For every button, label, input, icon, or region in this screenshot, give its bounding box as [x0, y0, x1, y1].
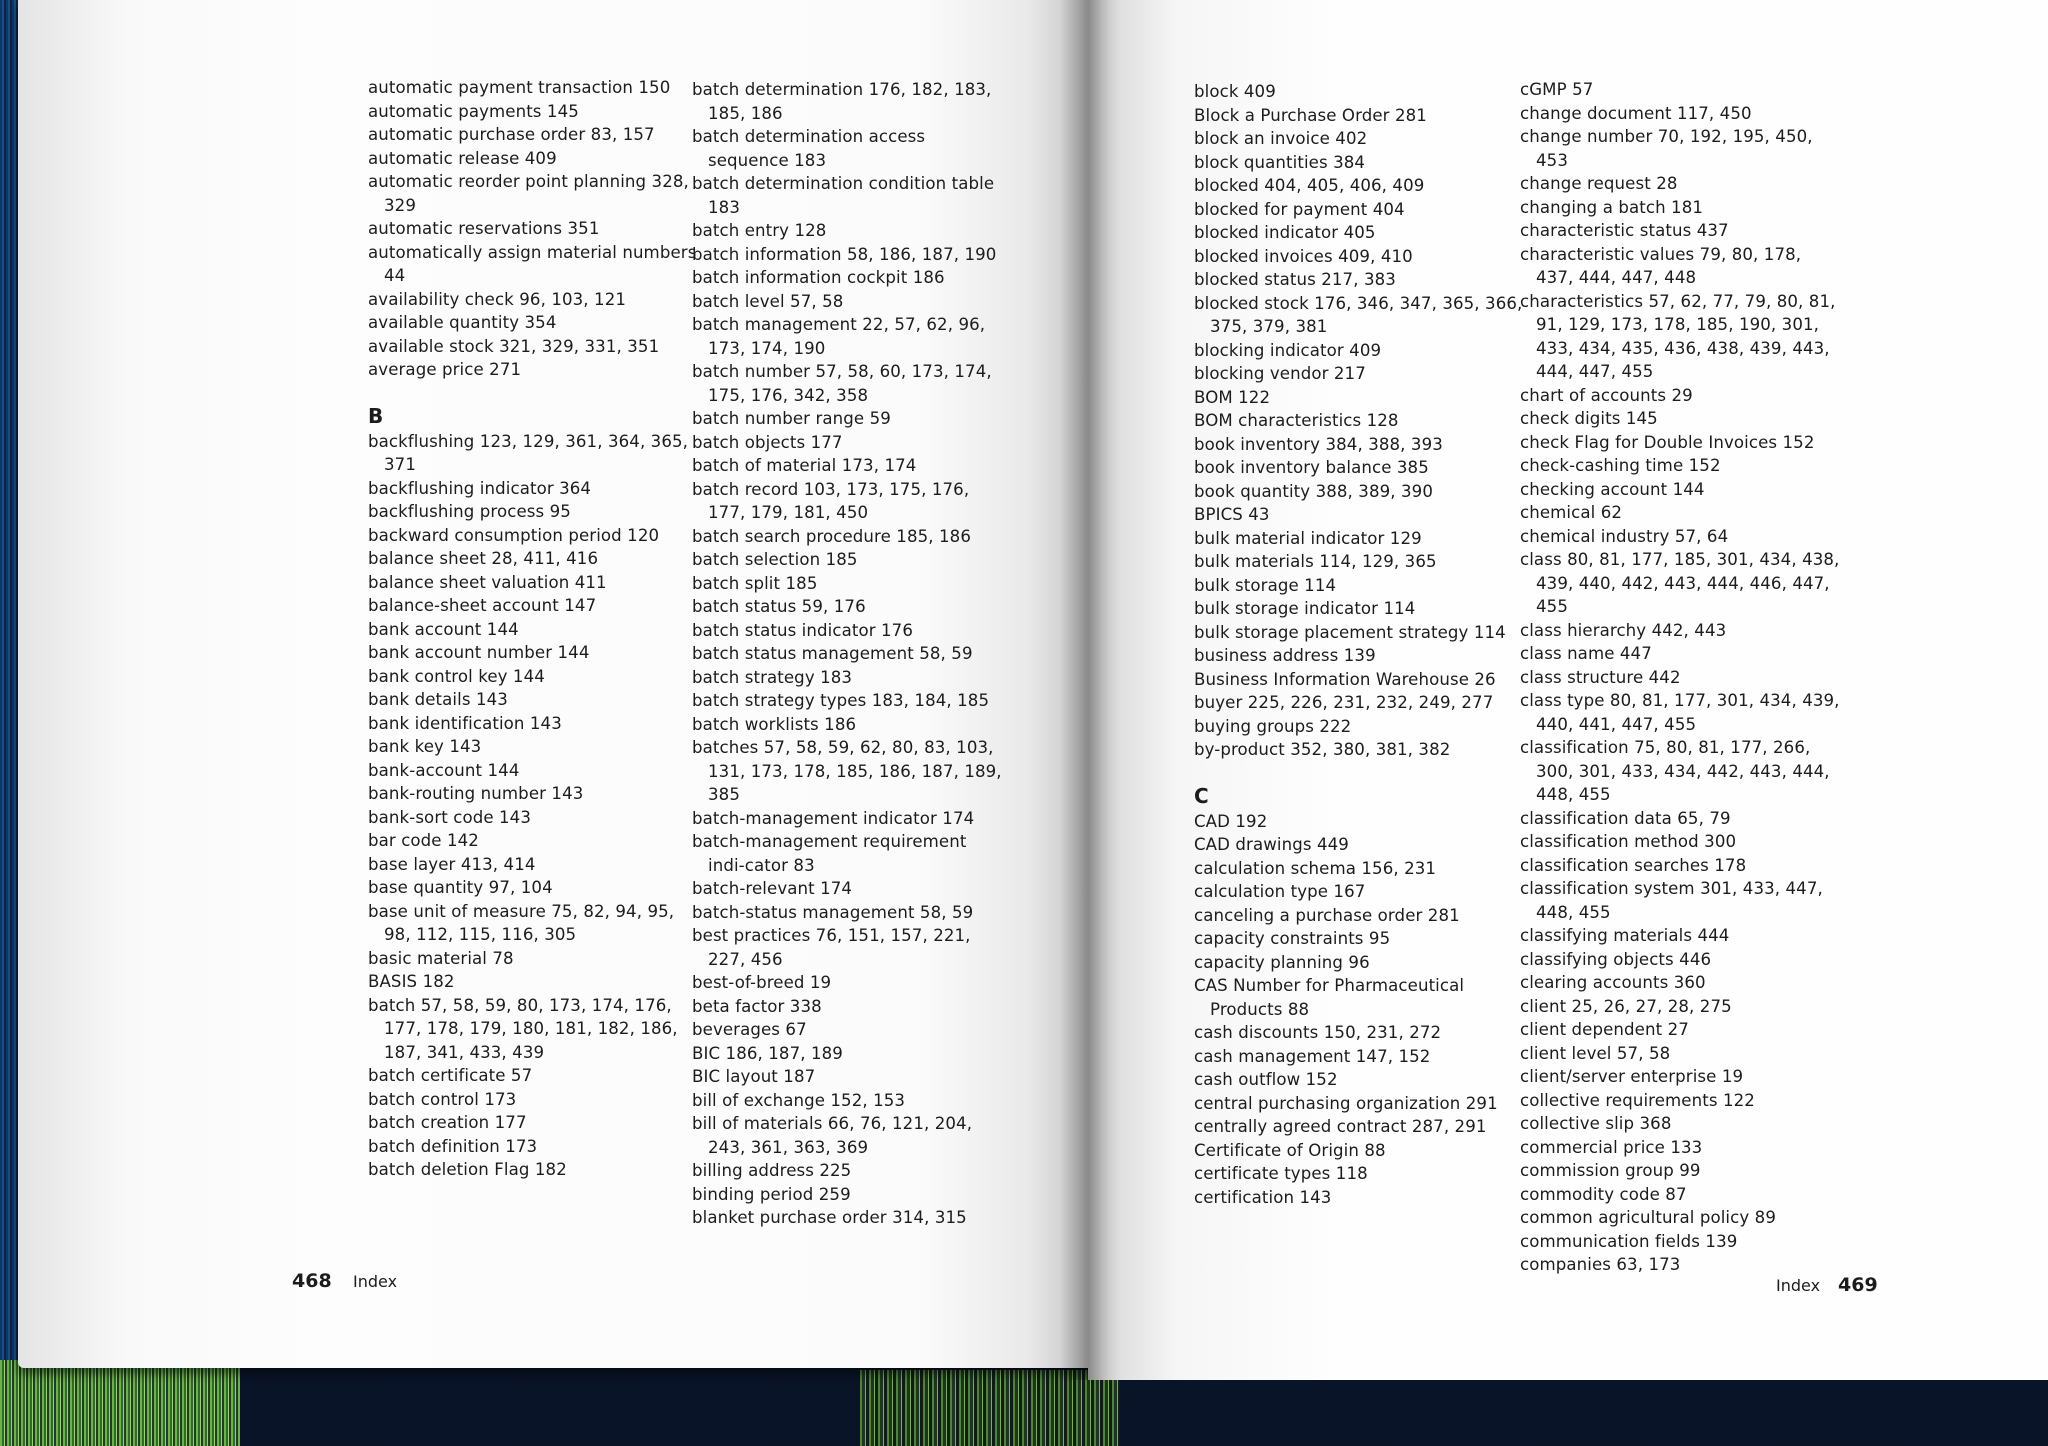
index-entry: batch status indicator 176 [692, 620, 913, 640]
index-entry: book inventory 384, 388, 393 [1194, 434, 1443, 454]
index-entry: classifying objects 446 [1520, 949, 1712, 969]
index-entry: availability check 96, 103, 121 [368, 289, 627, 309]
index-entry: binding period 259 [692, 1184, 851, 1204]
index-entry: changing a batch 181 [1520, 197, 1704, 217]
index-entry: batch status 59, 176 [692, 597, 866, 616]
index-entry: classification data 65, 79 [1520, 808, 1731, 828]
index-entry: bulk material indicator 129 [1194, 528, 1422, 548]
index-entry: chart of accounts 29 [1520, 385, 1693, 405]
index-entry: available stock 321, 329, 331, 351 [368, 336, 660, 356]
index-entry: batch-management indicator 174 [692, 808, 975, 828]
index-column [1194, 80, 1524, 1209]
index-entry: bill of materials 66, 76, 121, 204, 243, 361, 363, 369 [692, 1114, 973, 1157]
index-entry: Certificate of Origin 88 [1194, 1140, 1386, 1160]
index-entry: batches 57, 58, 59, 62, 80, 83, 103, 131, 173, 178, 185, 186, 187, 189, 385 [692, 738, 1002, 804]
index-entry: class hierarchy 442, 443 [1520, 620, 1727, 640]
index-entry: automatic purchase order 83, 157 [368, 125, 655, 144]
index-entry: companies 63, 173 [1520, 1255, 1681, 1274]
running-footer: Index [1776, 1276, 1821, 1295]
index-entry: BIC 186, 187, 189 [692, 1043, 843, 1063]
index-entry: batch record 103, 173, 175, 176, 177, 179, 181, 450 [692, 479, 970, 522]
index-entry: batch management 22, 57, 62, 96, 173, 174, 190 [692, 315, 986, 358]
index-entry: bank-account 144 [368, 760, 520, 780]
index-entry: classifying materials 444 [1520, 926, 1730, 945]
index-entry: chemical 62 [1520, 503, 1623, 522]
index-column [692, 78, 1008, 1230]
index-entry: commodity code 87 [1520, 1184, 1687, 1204]
index-entry: change request 28 [1520, 174, 1678, 193]
index-entry: balance-sheet account 147 [368, 596, 597, 615]
index-column [368, 76, 698, 1182]
index-entry: blocked indicator 405 [1194, 223, 1376, 242]
right-page [1088, 0, 2048, 1380]
index-entry: bank details 143 [368, 690, 508, 709]
index-entry: automatic payment transaction 150 [368, 78, 671, 97]
index-entry: base unit of measure 75, 82, 94, 95, 98, 112, 115, 116, 305 [368, 901, 675, 944]
index-entry: batch level 57, 58 [692, 291, 844, 311]
index-entry: cash outflow 152 [1194, 1070, 1338, 1089]
index-entry: classification 75, 80, 81, 177, 266, 300, 301, 433, 434, 442, 443, 444, 448, 455 [1520, 738, 1830, 804]
index-entry: capacity constraints 95 [1194, 929, 1391, 948]
index-entry: classification searches 178 [1520, 855, 1747, 875]
index-entry: batch split 185 [692, 573, 818, 593]
index-entry: BASIS 182 [368, 972, 455, 991]
index-entry: change document 117, 450 [1520, 103, 1752, 123]
index-entry: backflushing indicator 364 [368, 478, 592, 498]
index-entry: CAS Number for Pharmaceutical Products 88 [1194, 976, 1465, 1019]
index-entry: blocked for payment 404 [1194, 199, 1405, 219]
index-entry: block 409 [1194, 82, 1276, 101]
index-entry: batch objects 177 [692, 432, 843, 452]
index-entry: blocked 404, 405, 406, 409 [1194, 176, 1425, 195]
index-entry: automatic reservations 351 [368, 219, 600, 238]
index-entry: calculation type 167 [1194, 882, 1366, 901]
index-entry: bank account number 144 [368, 643, 590, 662]
index-entry: best practices 76, 151, 157, 221, 227, 456 [692, 926, 971, 969]
index-entry: BOM 122 [1194, 387, 1271, 407]
index-entry: client 25, 26, 27, 28, 275 [1520, 996, 1732, 1016]
index-entry: client level 57, 58 [1520, 1043, 1671, 1063]
index-entry: class type 80, 81, 177, 301, 434, 439, 440, 441, 447, 455 [1520, 691, 1840, 734]
index-entry: batch determination condition table 183 [692, 174, 995, 217]
index-entry: batch worklists 186 [692, 714, 857, 734]
index-entry: common agricultural policy 89 [1520, 1208, 1776, 1227]
index-entry: batch information cockpit 186 [692, 268, 945, 287]
index-entry: batch control 173 [368, 1089, 517, 1109]
index-entry: base layer 413, 414 [368, 854, 536, 874]
index-entry: available quantity 354 [368, 313, 557, 332]
index-entry: bar code 142 [368, 831, 479, 850]
index-entry: bank key 143 [368, 737, 482, 756]
index-entry: cash discounts 150, 231, 272 [1194, 1023, 1442, 1042]
page-number: 468 [292, 1270, 332, 1292]
index-entry: block an invoice 402 [1194, 129, 1368, 148]
index-column [1520, 78, 1840, 1277]
index-entry: batch number range 59 [692, 409, 891, 428]
index-entry: blocked status 217, 383 [1194, 270, 1396, 289]
index-entry: collective requirements 122 [1520, 1090, 1755, 1110]
index-entry: client/server enterprise 19 [1520, 1067, 1744, 1086]
index-entry: communication fields 139 [1520, 1231, 1738, 1251]
index-entry: billing address 225 [692, 1161, 852, 1180]
index-entry: batch certificate 57 [368, 1066, 533, 1085]
index-entry: blocked invoices 409, 410 [1194, 246, 1413, 266]
index-entry: capacity planning 96 [1194, 952, 1370, 972]
index-entry: automatic payments 145 [368, 101, 579, 121]
index-entry: blocking indicator 409 [1194, 340, 1382, 360]
index-entry: bank-routing number 143 [368, 784, 584, 803]
index-entry: class structure 442 [1520, 667, 1681, 687]
index-entry: batch entry 128 [692, 221, 827, 240]
index-entry: book inventory balance 385 [1194, 458, 1429, 477]
index-entry: block quantities 384 [1194, 152, 1366, 172]
index-entry: class name 447 [1520, 644, 1652, 663]
section-letter-heading: C [1194, 783, 1209, 808]
index-entry: batch strategy types 183, 184, 185 [692, 691, 990, 710]
index-entry: clearing accounts 360 [1520, 973, 1706, 992]
index-entry: bank-sort code 143 [368, 807, 531, 827]
index-entry: batch determination 176, 182, 183, 185, 186 [692, 80, 992, 123]
index-entry: chemical industry 57, 64 [1520, 526, 1729, 546]
index-entry: BPICS 43 [1194, 505, 1270, 524]
index-entry: batch selection 185 [692, 550, 858, 569]
index-entry: batch-status management 58, 59 [692, 902, 974, 922]
index-entry: automatic reorder point planning 328, 329 [368, 172, 689, 215]
index-entry: check Flag for Double Invoices 152 [1520, 432, 1815, 452]
index-entry: classification system 301, 433, 447, 448, 455 [1520, 879, 1823, 922]
index-entry: Block a Purchase Order 281 [1194, 105, 1427, 125]
running-footer: Index [353, 1272, 398, 1291]
index-entry: automatically assign material numbers 44 [368, 242, 697, 285]
index-entry: centrally agreed contract 287, 291 [1194, 1117, 1487, 1136]
index-entry: by-product 352, 380, 381, 382 [1194, 740, 1451, 759]
index-entry: average price 271 [368, 360, 522, 379]
index-entry: cGMP 57 [1520, 80, 1594, 99]
index-entry: CAD drawings 449 [1194, 835, 1349, 854]
index-entry: batch number 57, 58, 60, 173, 174, 175, 176, 342, 358 [692, 362, 992, 405]
index-entry: bulk storage placement strategy 114 [1194, 622, 1506, 642]
index-entry: batch deletion Flag 182 [368, 1160, 567, 1179]
index-entry: check digits 145 [1520, 409, 1658, 428]
index-entry: backflushing process 95 [368, 502, 571, 521]
index-entry: balance sheet 28, 411, 416 [368, 549, 599, 568]
index-entry: characteristic values 79, 80, 178, 437, 444, 447, 448 [1520, 244, 1802, 287]
index-entry: characteristic status 437 [1520, 221, 1729, 240]
index-entry: BIC layout 187 [692, 1067, 816, 1086]
index-entry: bulk storage indicator 114 [1194, 599, 1416, 618]
page-number: 469 [1838, 1274, 1878, 1296]
index-entry: batch information 58, 186, 187, 190 [692, 244, 997, 264]
index-entry: blocking vendor 217 [1194, 364, 1366, 383]
index-entry: blanket purchase order 314, 315 [692, 1208, 967, 1227]
index-entry: basic material 78 [368, 948, 514, 968]
index-entry: central purchasing organization 291 [1194, 1093, 1498, 1113]
index-entry: bill of exchange 152, 153 [692, 1090, 906, 1110]
index-entry: certification 143 [1194, 1187, 1332, 1207]
index-entry: check-cashing time 152 [1520, 456, 1721, 475]
index-entry: book quantity 388, 389, 390 [1194, 481, 1433, 501]
index-entry: batch strategy 183 [692, 667, 853, 687]
index-entry: batch creation 177 [368, 1113, 527, 1132]
index-entry: Business Information Warehouse 26 [1194, 669, 1496, 689]
index-entry: change number 70, 192, 195, 450, 453 [1520, 127, 1813, 170]
index-entry: BOM characteristics 128 [1194, 411, 1399, 430]
index-entry: classification method 300 [1520, 832, 1737, 851]
index-entry: batch-relevant 174 [692, 879, 853, 898]
index-entry: client dependent 27 [1520, 1020, 1689, 1039]
index-entry: canceling a purchase order 281 [1194, 905, 1460, 925]
index-entry: buyer 225, 226, 231, 232, 249, 277 [1194, 693, 1494, 712]
index-entry: bank account 144 [368, 619, 519, 639]
index-entry: bulk storage 114 [1194, 575, 1337, 595]
index-entry: collective slip 368 [1520, 1114, 1672, 1133]
book-gutter-shadow [1060, 0, 1120, 1380]
index-entry: balance sheet valuation 411 [368, 572, 607, 592]
scanner-artifact-stripes [860, 1370, 1120, 1446]
index-entry: batch search procedure 185, 186 [692, 526, 971, 546]
index-entry: calculation schema 156, 231 [1194, 858, 1437, 878]
index-entry: batch determination access sequence 183 [692, 127, 926, 170]
index-entry: batch 57, 58, 59, 80, 173, 174, 176, 177, 178, 179, 180, 181, 182, 186, 187, 341, 433, 439 [368, 995, 678, 1062]
index-entry: automatic release 409 [368, 148, 557, 168]
index-entry: batch-management requirement indi-cator 83 [692, 832, 967, 875]
index-entry: commercial price 133 [1520, 1137, 1703, 1157]
left-page [18, 0, 1098, 1368]
index-entry: checking account 144 [1520, 479, 1705, 499]
index-entry: bank control key 144 [368, 666, 545, 686]
index-entry: batch status management 58, 59 [692, 644, 973, 663]
index-entry: bulk materials 114, 129, 365 [1194, 552, 1437, 571]
scanner-artifact-stripes [0, 1360, 240, 1446]
index-entry: class 80, 81, 177, 185, 301, 434, 438, 439, 440, 442, 443, 444, 446, 447, 455 [1520, 550, 1840, 616]
index-entry: cash management 147, 152 [1194, 1046, 1431, 1066]
index-entry: beta factor 338 [692, 996, 822, 1016]
index-entry: business address 139 [1194, 646, 1376, 665]
index-entry: commission group 99 [1520, 1161, 1701, 1180]
index-entry: bank identification 143 [368, 713, 562, 733]
index-entry: CAD 192 [1194, 811, 1268, 831]
section-letter-heading: B [368, 403, 384, 428]
index-entry: best-of-breed 19 [692, 973, 832, 992]
index-entry: base quantity 97, 104 [368, 878, 553, 897]
index-entry: backflushing 123, 129, 361, 364, 365, 371 [368, 431, 689, 474]
index-entry: characteristics 57, 62, 77, 79, 80, 81, 91, 129, 173, 178, 185, 190, 301, 433, 434, 435, 436, 438, 439, 443, 444, 447, 455 [1520, 291, 1836, 381]
index-entry: buying groups 222 [1194, 716, 1352, 736]
index-entry: backward consumption period 120 [368, 525, 660, 545]
index-entry: blocked stock 176, 346, 347, 365, 366, 375, 379, 381 [1194, 293, 1523, 336]
index-entry: beverages 67 [692, 1020, 807, 1039]
index-entry: batch of material 173, 174 [692, 456, 917, 475]
index-entry: batch definition 173 [368, 1136, 538, 1156]
index-entry: certificate types 118 [1194, 1164, 1368, 1183]
